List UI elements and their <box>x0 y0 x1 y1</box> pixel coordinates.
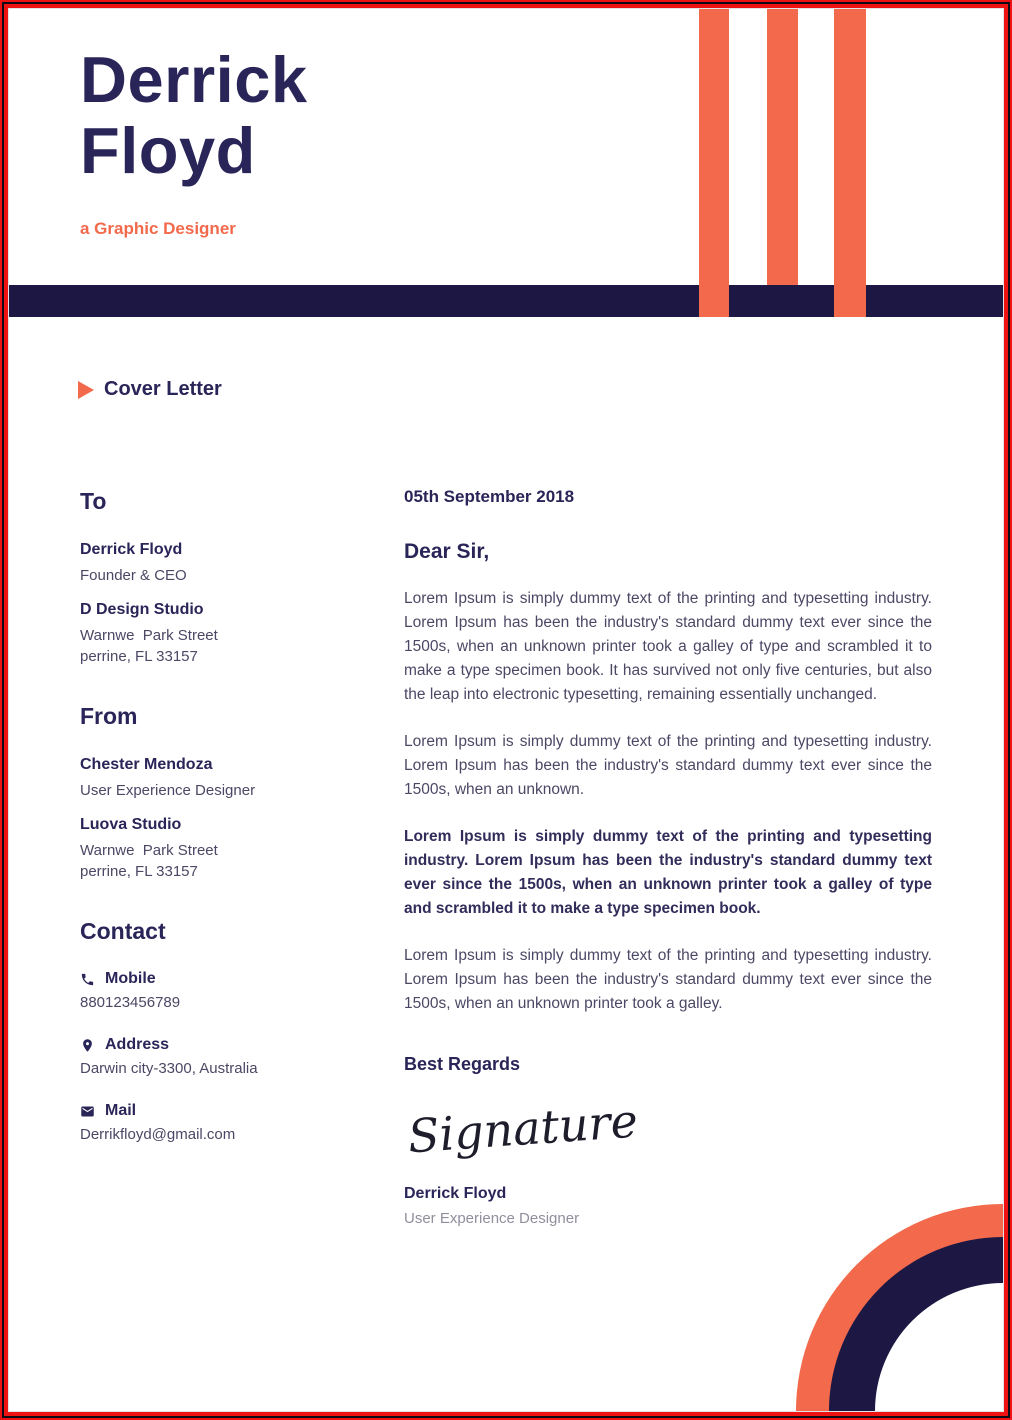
mail-icon <box>80 1104 95 1119</box>
sidebar <box>80 488 385 1143</box>
vertical-stripe-2 <box>767 0 798 285</box>
from-heading: From <box>80 703 138 729</box>
phone-icon <box>80 972 95 987</box>
job-subtitle: a Graphic Designer <box>80 219 236 238</box>
vertical-stripe-1 <box>699 0 729 317</box>
address-value: Darwin city-3300, Australia <box>80 1060 258 1077</box>
contact-mail-row <box>80 1102 385 1120</box>
letter-date: 05th September 2018 <box>404 487 575 506</box>
cover-letter-label: Cover Letter <box>104 378 222 400</box>
mobile-label: Mobile <box>105 970 156 987</box>
paragraph-3: Lorem Ipsum is simply dummy text of the printing and typesetting industry. Lorem Ipsum has been the industry's standard dummy text ever since the 1500s, when an unknown printer took a galley of type and scrambled it to make a type specimen book. <box>404 828 932 917</box>
to-name: Derrick Floyd <box>80 541 183 558</box>
triangle-bullet-icon <box>78 381 94 399</box>
from-address-line1: Warnwe Park Street <box>80 842 218 859</box>
paragraph-1: Lorem Ipsum is simply dummy text of the printing and typesetting industry. Lorem Ipsum has been the industry's standard dummy text ever since the 1500s, when an unknown printer took a galley of type and scrambled it to make a type specimen book. It has survived not only five centuries, but also the leap into electronic typesetting, remaining essentially unchanged. <box>404 590 932 703</box>
signature <box>404 1091 932 1171</box>
salutation: Dear Sir, <box>404 540 490 563</box>
mobile-value: 880123456789 <box>80 994 181 1011</box>
letter-body <box>404 487 932 1227</box>
signature-text: Signature <box>406 1093 640 1164</box>
from-name: Chester Mendoza <box>80 756 213 773</box>
page-title <box>80 44 308 186</box>
mail-value: Derrikfloyd@gmail.com <box>80 1126 236 1143</box>
to-address-line1: Warnwe Park Street <box>80 627 218 644</box>
signer-role: User Experience Designer <box>404 1210 580 1227</box>
paragraph-2: Lorem Ipsum is simply dummy text of the printing and typesetting industry. Lorem Ipsum has been the industry's standard dummy text ever since the 1500s, when an unknown. <box>404 733 932 798</box>
from-address-line2: perrine, FL 33157 <box>80 863 198 880</box>
title-first-name: Derrick <box>80 43 308 116</box>
paragraph-4: Lorem Ipsum is simply dummy text of the printing and typesetting industry. Lorem Ipsum has been the industry's standard dummy text ever since the 1500s, when an unknown printer took a galley. <box>404 947 932 1012</box>
signer-name: Derrick Floyd <box>404 1185 507 1202</box>
from-company: Luova Studio <box>80 816 182 833</box>
to-heading: To <box>80 488 107 514</box>
from-role: User Experience Designer <box>80 782 256 799</box>
to-company: D Design Studio <box>80 601 204 618</box>
contact-mobile-row <box>80 970 385 988</box>
mail-label: Mail <box>105 1102 137 1119</box>
closing-line: Best Regards <box>404 1054 521 1074</box>
pin-icon <box>80 1038 95 1053</box>
contact-heading: Contact <box>80 918 166 944</box>
cover-letter-heading <box>78 378 222 401</box>
to-address-line2: perrine, FL 33157 <box>80 648 198 665</box>
address-label: Address <box>105 1036 170 1053</box>
title-last-name: Floyd <box>80 114 256 187</box>
vertical-stripe-3 <box>834 0 866 317</box>
to-role: Founder & CEO <box>80 567 187 584</box>
contact-address-row <box>80 1036 385 1054</box>
